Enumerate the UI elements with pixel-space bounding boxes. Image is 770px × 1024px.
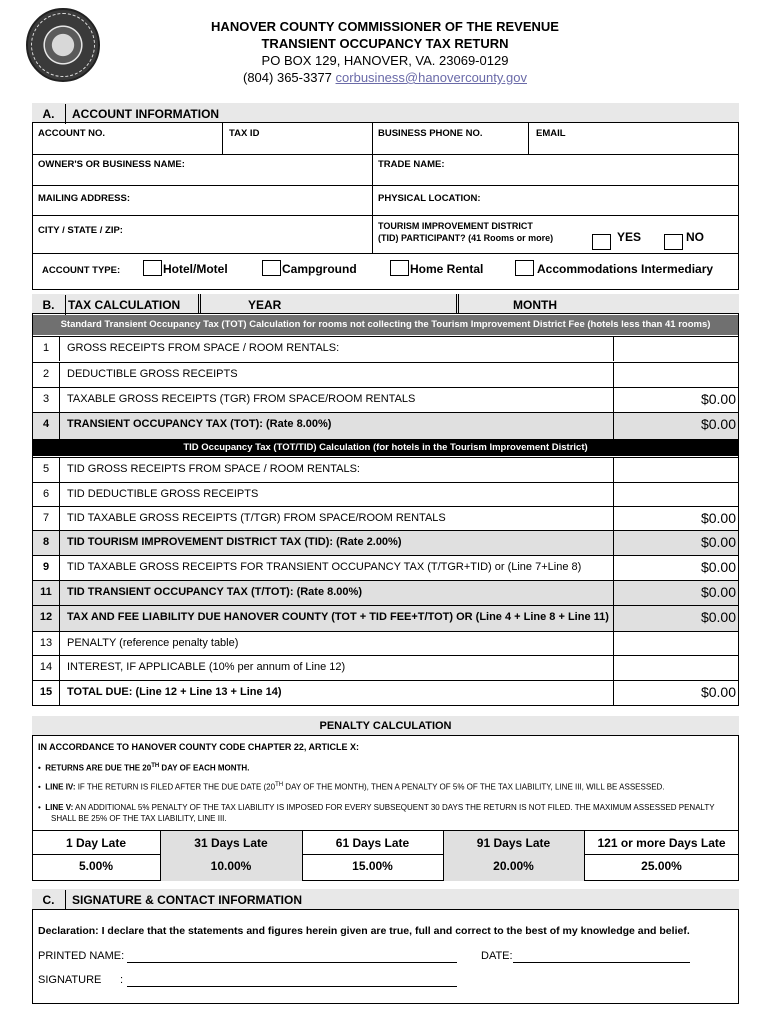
divider (59, 631, 60, 655)
bullet1-text-a: RETURNS ARE DUE THE 20 (45, 763, 152, 773)
header-email-link[interactable]: corbusiness@hanovercounty.gov (335, 70, 527, 85)
divider (59, 580, 60, 605)
tid-label-line1: TOURISM IMPROVEMENT DISTRICT (378, 221, 533, 231)
county-seal-ring (31, 13, 95, 77)
section-a-title: ACCOUNT INFORMATION (72, 107, 220, 121)
penalty-header-cell: 61 Days Late (335, 836, 410, 850)
row-description: TID TOURISM IMPROVEMENT DISTRICT TAX (TID): (Rate 2.00%) (67, 536, 402, 548)
row-number: 5 (42, 463, 50, 475)
divider (528, 123, 529, 154)
penalty-value-cell: 5.00% (78, 859, 114, 873)
divider (613, 362, 614, 387)
row-description: TID TAXABLE GROSS RECEIPTS (T/TGR) FROM SPACE/ROOM RENTALS (67, 512, 446, 524)
section-b-letter: B. (32, 295, 66, 315)
row-number: 8 (42, 536, 50, 548)
row-number: 7 (42, 512, 50, 524)
penalty-header-cell: 31 Days Late (194, 836, 268, 850)
bullet3-label: LINE V: (45, 803, 74, 812)
divider (613, 680, 614, 706)
row-number: 13 (39, 637, 53, 649)
divider (372, 123, 373, 253)
divider (613, 457, 614, 482)
penalty-bullet-1: • RETURNS ARE DUE THE 20TH DAY OF EACH MONTH. (38, 763, 250, 773)
row-number: 9 (42, 561, 50, 573)
section-b-title: TAX CALCULATION (68, 298, 181, 312)
divider (59, 605, 60, 631)
signature-label: SIGNATURE (38, 974, 102, 986)
physical-location-label: PHYSICAL LOCATION: (378, 193, 481, 204)
divider (59, 412, 60, 439)
divider (59, 555, 60, 580)
divider (222, 123, 223, 154)
section-c-title: SIGNATURE & CONTACT INFORMATION (72, 893, 302, 907)
divider (32, 185, 739, 186)
row-amount-field[interactable]: $0.00 (700, 534, 736, 550)
tid-no-checkbox[interactable] (664, 234, 683, 250)
divider (59, 530, 60, 555)
divider (613, 387, 614, 412)
campground-label: Campground (282, 262, 357, 276)
accommodations-intermediary-checkbox[interactable] (515, 260, 534, 276)
divider (613, 631, 614, 655)
row-amount-field[interactable]: $0.00 (700, 416, 736, 432)
divider (59, 457, 60, 482)
divider (32, 154, 739, 155)
divider (59, 680, 60, 706)
penalty-value-cell: 15.00% (352, 859, 393, 873)
home-rental-label: Home Rental (410, 262, 484, 276)
account-type-label: ACCOUNT TYPE: (42, 265, 121, 276)
date-label: DATE: (481, 950, 513, 962)
divider (613, 555, 614, 580)
month-label: MONTH (513, 298, 557, 312)
divider (198, 294, 199, 314)
bullet1-text-b: DAY OF EACH MONTH. (159, 763, 250, 773)
divider (613, 482, 614, 506)
trade-name-label: TRADE NAME: (378, 159, 445, 170)
divider (613, 506, 614, 530)
divider (456, 294, 457, 314)
row-description: TAXABLE GROSS RECEIPTS (TGR) FROM SPACE/ROOM RENTALS (67, 393, 416, 405)
row-description: TID TAXABLE GROSS RECEIPTS FOR TRANSIENT OCCUPANCY TAX (T/TGR+TID) or (Line 7+Line 8) (67, 561, 582, 573)
penalty-value-cell: 25.00% (641, 859, 682, 873)
row-number: 15 (39, 686, 53, 698)
tax-id-label: TAX ID (229, 128, 260, 139)
penalty-value-cell: 20.00% (493, 859, 534, 873)
divider (59, 482, 60, 506)
year-label: YEAR (248, 298, 282, 312)
divider (200, 294, 201, 314)
row-number: 1 (42, 342, 50, 354)
divider (59, 655, 60, 680)
header-phone: (804) 365-3377 (243, 70, 332, 85)
divider (613, 580, 614, 605)
tid-no-label: NO (686, 230, 704, 244)
penalty-header-cell: 1 Day Late (65, 836, 127, 850)
tid-yes-label: YES (617, 230, 642, 244)
penalty-bullet-2: • LINE IV: IF THE RETURN IS FILED AFTER THE DUE DATE (20TH DAY OF THE MONTH), THEN A PENALTY OF 5% OF THE TAX LIABILITY, LINE III, WILL BE ASSESSED. (38, 782, 665, 792)
row-number: 3 (42, 393, 50, 405)
row-number: 6 (42, 488, 50, 500)
row-description: INTEREST, IF APPLICABLE (10% per annum of Line 12) (67, 661, 346, 673)
penalty-bullet-3: • LINE V: AN ADDITIONAL 5% PENALTY OF THE TAX LIABILITY IS IMPOSED FOR EVERY SUBSEQUENT 30 DAYS THE RETURN IS NOT FILED. THE MAXIMUM ASSESSED PENALTY SHALL BE 25% OF THE TAX LIABILITY, LINE III. (38, 803, 715, 823)
row-description: TID TRANSIENT OCCUPANCY TAX (T/TOT): (Rate 8.00%) (67, 586, 362, 598)
row-description: TAX AND FEE LIABILITY DUE HANOVER COUNTY (TOT + TID FEE+T/TOT) OR (Line 4 + Line 8 + Line 11) (67, 611, 609, 623)
divider (59, 362, 60, 387)
owner-name-label: OWNER'S OR BUSINESS NAME: (38, 159, 185, 170)
row-description: TID GROSS RECEIPTS FROM SPACE / ROOM RENTALS: (67, 463, 360, 475)
campground-checkbox[interactable] (262, 260, 281, 276)
divider (613, 655, 614, 680)
mailing-address-label: MAILING ADDRESS: (38, 193, 131, 204)
printed-name-line[interactable] (127, 962, 457, 963)
divider (32, 215, 739, 216)
penalty-header-cell: 121 or more Days Late (597, 836, 726, 850)
hotel-motel-checkbox[interactable] (143, 260, 162, 276)
row-description: TRANSIENT OCCUPANCY TAX (TOT): (Rate 8.00%) (67, 418, 332, 430)
divider (59, 336, 60, 361)
divider (613, 412, 614, 439)
row-description: GROSS RECEIPTS FROM SPACE / ROOM RENTALS: (67, 342, 340, 354)
bullet2-text-b: DAY OF THE MONTH), THEN A PENALTY OF 5% OF THE TAX LIABILITY, LINE III, WILL BE ASSESSED. (283, 782, 665, 792)
printed-name-label: PRINTED NAME: (38, 950, 125, 962)
signature-line[interactable] (127, 986, 457, 987)
signature-colon: : (120, 974, 124, 986)
date-line[interactable] (513, 962, 690, 963)
divider (32, 253, 739, 254)
divider (59, 506, 60, 530)
tid-banner: TID Occupancy Tax (TOT/TID) Calculation (for hotels in the Tourism Improvement District) (33, 439, 738, 456)
row-amount-field[interactable]: $0.00 (700, 584, 736, 600)
row-amount-field[interactable]: $0.00 (700, 559, 736, 575)
bullet3-text: AN ADDITIONAL 5% PENALTY OF THE TAX LIABILITY IS IMPOSED FOR EVERY SUBSEQUENT 30 DAYS THE RETURN IS NOT FILED. THE MAXIMUM ASSESSED PENALTY SHALL BE 25% OF THE TAX LIABILITY, LINE III. (51, 803, 715, 823)
divider (613, 605, 614, 631)
row-amount-field[interactable]: $0.00 (700, 684, 736, 700)
row-number: 4 (42, 418, 50, 430)
row-description: DEDUCTIBLE GROSS RECEIPTS (67, 368, 238, 380)
tot-banner: Standard Transient Occupancy Tax (TOT) Calculation for rooms not collecting the Tourism Improvement District Fee (hotels less than 41 rooms) (33, 315, 738, 335)
row-amount-field[interactable]: $0.00 (700, 391, 736, 407)
declaration-text: Declaration: I declare that the statements and figures herein given are true, full and correct to the best of my knowledge and belief. (38, 925, 690, 937)
row-number: 12 (39, 611, 53, 623)
divider (59, 387, 60, 412)
row-amount-field[interactable]: $0.00 (700, 510, 736, 526)
bullet1-sup: TH (151, 763, 160, 769)
header-line2: TRANSIENT OCCUPANCY TAX RETURN (261, 36, 509, 51)
business-phone-label: BUSINESS PHONE NO. (378, 128, 483, 139)
bullet2-text-a: IF THE RETURN IS FILED AFTER THE DUE DATE (20 (75, 782, 276, 792)
section-c-letter: C. (32, 890, 66, 910)
email-label: EMAIL (536, 128, 566, 139)
city-state-zip-label: CITY / STATE / ZIP: (38, 225, 123, 236)
row-number: 11 (40, 586, 52, 598)
section-a-letter: A. (32, 104, 66, 124)
row-number: 14 (39, 661, 53, 673)
tid-yes-checkbox[interactable] (592, 234, 611, 250)
tid-label-line2: (TID) PARTICIPANT? (41 Rooms or more) (378, 233, 554, 243)
header-contact (150, 70, 620, 85)
penalty-intro: IN ACCORDANCE TO HANOVER COUNTY CODE CHAPTER 22, ARTICLE X: (38, 742, 360, 752)
account-no-label: ACCOUNT NO. (38, 128, 106, 139)
accommodations-intermediary-label: Accommodations Intermediary (537, 262, 714, 276)
header-line1: HANOVER COUNTY COMMISSIONER OF THE REVENUE (211, 19, 559, 34)
row-number: 2 (42, 368, 50, 380)
row-description: PENALTY (reference penalty table) (67, 637, 239, 649)
divider (613, 336, 614, 361)
row-amount-field[interactable]: $0.00 (700, 609, 736, 625)
header-address: PO BOX 129, HANOVER, VA. 23069-0129 (261, 53, 509, 68)
row-description: TOTAL DUE: (Line 12 + Line 13 + Line 14) (67, 686, 282, 698)
penalty-header-cell: 91 Days Late (476, 836, 551, 850)
divider (458, 294, 459, 314)
home-rental-checkbox[interactable] (390, 260, 409, 276)
penalty-title: PENALTY CALCULATION (319, 720, 452, 732)
bullet2-sup: TH (275, 782, 284, 788)
hotel-motel-label: Hotel/Motel (163, 262, 228, 276)
bullet2-label: LINE IV: (45, 782, 76, 792)
divider (613, 530, 614, 555)
penalty-value-cell: 10.00% (210, 859, 252, 873)
row-description: TID DEDUCTIBLE GROSS RECEIPTS (67, 488, 259, 500)
